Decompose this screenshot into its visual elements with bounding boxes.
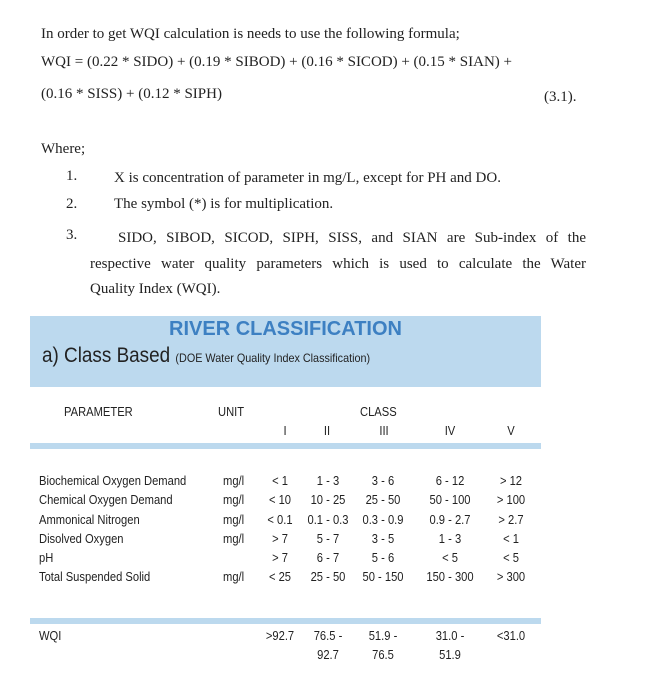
- row-value: < 1: [272, 473, 288, 488]
- row-value: < 25: [268, 569, 292, 584]
- note-3-line-1: SIDO, SIBOD, SICOD, SIPH, SISS, and SIAN are Sub-index of the: [118, 230, 586, 246]
- header-unit: UNIT: [218, 404, 245, 419]
- row-value: 3 - 6: [371, 473, 395, 488]
- class-i-header: I: [283, 423, 287, 438]
- row-value: < 10: [268, 492, 292, 507]
- class-iii-header: III: [379, 423, 389, 438]
- figure-caption: [42, 344, 370, 368]
- wqi-class-iii: 51.9 -: [368, 628, 398, 643]
- row-value: < 5: [503, 550, 519, 565]
- row-value: 150 - 300: [426, 569, 474, 584]
- row-value: 1 - 3: [438, 531, 462, 546]
- header-parameter: PARAMETER: [64, 404, 133, 419]
- note-3-number: 3.: [66, 227, 78, 243]
- row-value: > 2.7: [498, 512, 524, 527]
- wqi-divider: [30, 618, 541, 624]
- note-2-text: The symbol (*) is for multiplication.: [114, 196, 334, 212]
- row-value: > 12: [499, 473, 523, 488]
- row-parameter: Chemical Oxygen Demand: [39, 492, 173, 507]
- row-unit: mg/l: [223, 531, 245, 546]
- row-value: 6 - 7: [316, 550, 340, 565]
- row-value: < 5: [442, 550, 458, 565]
- caption-sub: (DOE Water Quality Index Classification): [175, 351, 371, 365]
- row-parameter: Disolved Oxygen: [39, 531, 124, 546]
- row-value: 5 - 7: [316, 531, 340, 546]
- wqi-class-iv: 31.0 -: [435, 628, 465, 643]
- row-value: < 1: [503, 531, 519, 546]
- wqi-label: WQI: [39, 628, 62, 643]
- row-value: > 7: [272, 550, 288, 565]
- row-value: > 7: [272, 531, 288, 546]
- row-value: 50 - 100: [429, 492, 471, 507]
- class-v-header: V: [507, 423, 515, 438]
- formula-line-1: WQI = (0.22 * SIDO) + (0.19 * SIBOD) + (0.16 * SICOD) + (0.15 * SIAN) +: [41, 54, 513, 70]
- row-unit: mg/l: [223, 569, 245, 584]
- row-value: 1 - 3: [316, 473, 340, 488]
- note-1-text: X is concentration of parameter in mg/L, except for PH and DO.: [114, 170, 501, 186]
- row-value: 25 - 50: [310, 569, 346, 584]
- class-ii-header: II: [323, 423, 331, 438]
- row-value: < 0.1: [267, 512, 293, 527]
- note-3-line-3: Quality Index (WQI).: [90, 281, 221, 297]
- caption-main: a) Class Based: [42, 344, 171, 367]
- wqi-class-iii-upper: 76.5: [372, 647, 394, 662]
- row-unit: mg/l: [223, 473, 245, 488]
- intro-text: In order to get WQI calculation is needs to use the following formula;: [41, 26, 460, 42]
- river-classification-figure: [30, 316, 541, 694]
- row-value: 3 - 5: [371, 531, 395, 546]
- equation-number: (3.1).: [544, 89, 577, 105]
- wqi-class-v: <31.0: [496, 628, 526, 643]
- row-value: > 300: [496, 569, 526, 584]
- wqi-class-i: >92.7: [265, 628, 295, 643]
- formula-line-2: (0.16 * SISS) + (0.12 * SIPH): [41, 86, 222, 102]
- row-value: > 100: [496, 492, 526, 507]
- row-value: 0.3 - 0.9: [362, 512, 404, 527]
- row-value: 0.9 - 2.7: [429, 512, 471, 527]
- header-class: CLASS: [360, 404, 397, 419]
- row-parameter: Ammonical Nitrogen: [39, 512, 140, 527]
- class-iv-header: IV: [444, 423, 456, 438]
- note-2-number: 2.: [66, 196, 78, 212]
- row-parameter: Biochemical Oxygen Demand: [39, 473, 187, 488]
- wqi-class-ii-upper: 92.7: [317, 647, 339, 662]
- row-value: 50 - 150: [362, 569, 404, 584]
- row-value: 0.1 - 0.3: [307, 512, 349, 527]
- where-label: Where;: [41, 141, 86, 157]
- row-value: 6 - 12: [435, 473, 465, 488]
- row-value: 10 - 25: [310, 492, 346, 507]
- row-value: 25 - 50: [365, 492, 401, 507]
- row-parameter: Total Suspended Solid: [39, 569, 151, 584]
- row-unit: mg/l: [223, 512, 245, 527]
- header-divider: [30, 443, 541, 449]
- row-value: 5 - 6: [371, 550, 395, 565]
- wqi-class-iv-upper: 51.9: [439, 647, 461, 662]
- note-3-line-2: respective water quality parameters which is used to calculate the Water: [90, 256, 586, 272]
- row-parameter: pH: [39, 550, 54, 565]
- wqi-class-ii: 76.5 -: [313, 628, 343, 643]
- note-1-number: 1.: [66, 168, 78, 184]
- figure-title: RIVER CLASSIFICATION: [169, 318, 402, 340]
- row-unit: mg/l: [223, 492, 245, 507]
